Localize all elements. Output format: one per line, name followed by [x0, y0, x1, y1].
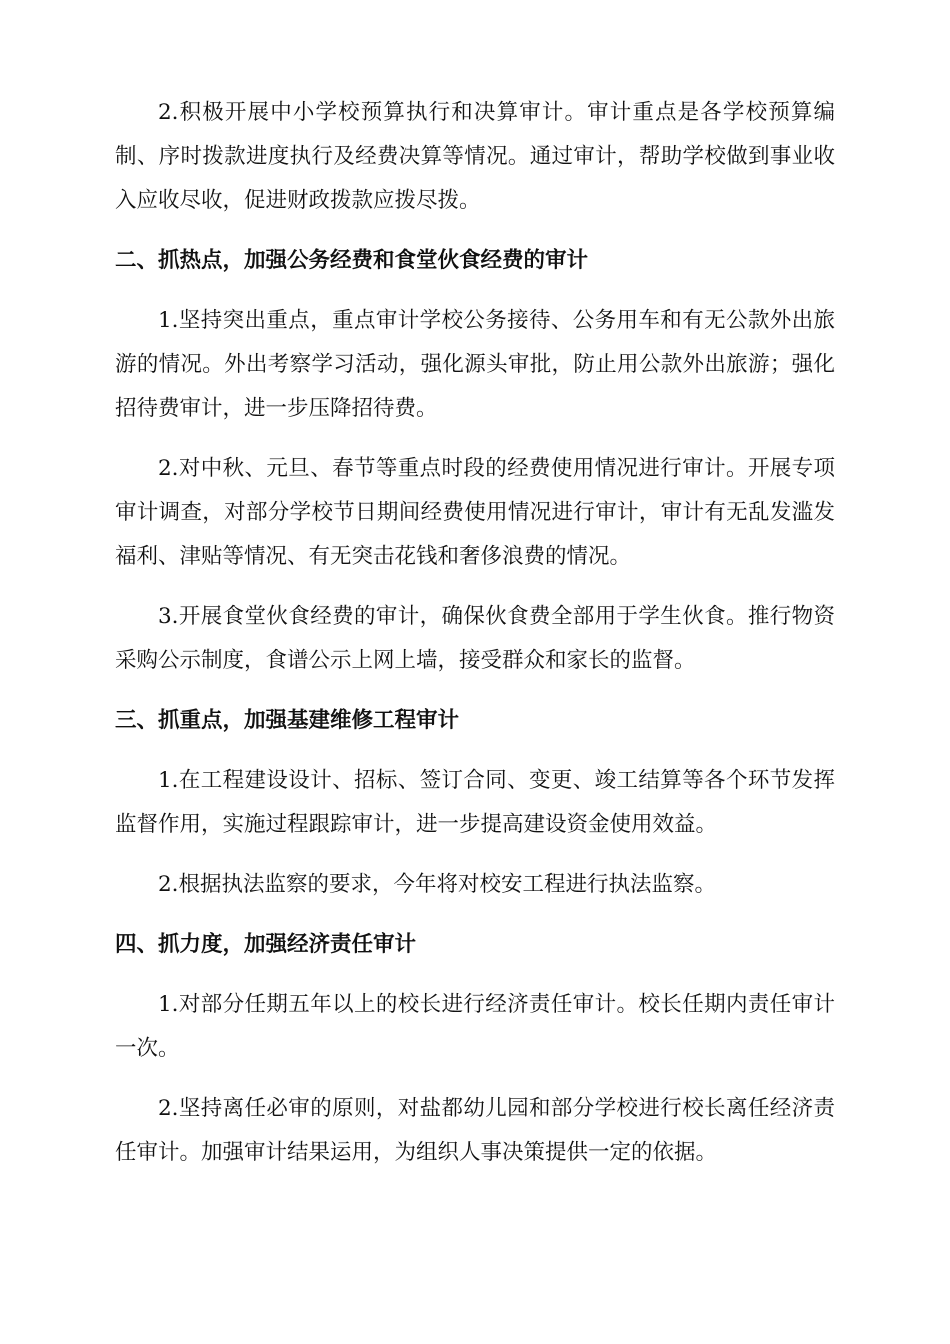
paragraph-holiday-expense: 2.对中秋、元旦、春节等重点时段的经费使用情况进行审计。开展专项审计调查，对部分学校节日期间经费使用情况进行审计，审计有无乱发滥发福利、津贴等情况、有无突击花钱和奢侈浪费的情况。	[115, 456, 835, 569]
paragraph-canteen-expense: 3.开展食堂伙食经费的审计，确保伙食费全部用于学生伙食。推行物资采购公示制度，食谱公示上网上墙，接受群众和家长的监督。	[115, 604, 835, 673]
paragraph-law-enforcement: 2.根据执法监察的要求，今年将对校安工程进行执法监察。	[158, 872, 717, 897]
heading-section-4: 四、抓力度，加强经济责任审计	[115, 932, 417, 957]
heading-section-3: 三、抓重点，加强基建维修工程审计	[115, 708, 460, 733]
paragraph-departure-audit: 2.坚持离任必审的原则，对盐都幼儿园和部分学校进行校长离任经济责任审计。加强审计结果运用，为组织人事决策提供一定的依据。	[115, 1096, 835, 1165]
paragraph-budget-audit: 2.积极开展中小学校预算执行和决算审计。审计重点是各学校预算编制、序时拨款进度执行及经费决算等情况。通过审计，帮助学校做到事业收入应收尽收，促进财政拨款应拨尽拨。	[115, 100, 835, 213]
paragraph-public-expense: 1.坚持突出重点，重点审计学校公务接待、公务用车和有无公款外出旅游的情况。外出考察学习活动，强化源头审批，防止用公款外出旅游；强化招待费审计，进一步压降招待费。	[115, 308, 835, 421]
paragraph-principal-audit: 1.对部分任期五年以上的校长进行经济责任审计。校长任期内责任审计一次。	[115, 992, 835, 1061]
paragraph-construction-audit: 1.在工程建设设计、招标、签订合同、变更、竣工结算等各个环节发挥监督作用，实施过程跟踪审计，进一步提高建设资金使用效益。	[115, 768, 835, 837]
document-page	[115, 91, 835, 1175]
heading-section-2: 二、抓热点，加强公务经费和食堂伙食经费的审计	[115, 248, 589, 273]
